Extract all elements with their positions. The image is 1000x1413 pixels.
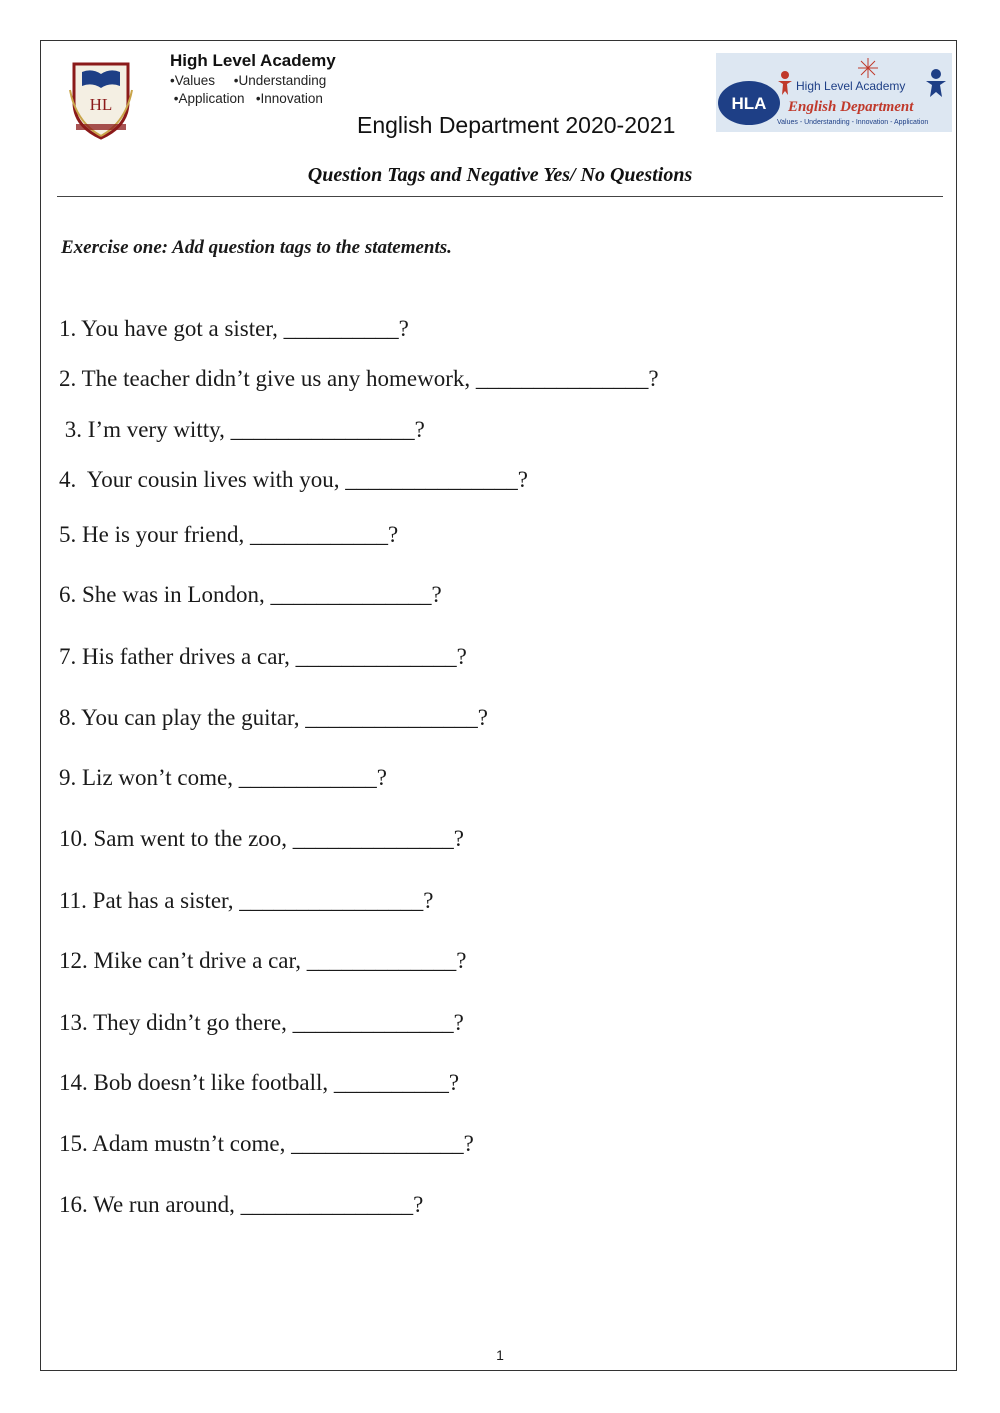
worksheet-subtitle: Question Tags and Negative Yes/ No Questions xyxy=(307,164,693,186)
question-item: 12. Mike can’t drive a car, _____________? xyxy=(59,948,467,973)
academy-info xyxy=(170,50,336,108)
value-item: •Values xyxy=(170,73,216,88)
values-row-2 xyxy=(170,90,336,108)
question-item: 3. I’m very witty, ________________? xyxy=(59,417,425,442)
question-item: 5. He is your friend, ____________? xyxy=(59,522,399,547)
value-item: •Innovation xyxy=(255,91,323,106)
exercise-heading: Exercise one: Add question tags to the statements. xyxy=(61,237,452,258)
banner-department: English Department xyxy=(788,99,914,115)
question-item: 16. We run around, _______________? xyxy=(59,1192,424,1217)
question-item: 2. The teacher didn’t give us any homework, _______________? xyxy=(59,366,659,391)
question-item: 8. You can play the guitar, _______________? xyxy=(59,705,489,730)
question-item: 6. She was in London, ______________? xyxy=(59,582,442,607)
banner-academy-name: High Level Academy xyxy=(796,79,906,93)
value-item: •Application xyxy=(173,91,245,106)
question-item: 9. Liz won’t come, ____________? xyxy=(59,765,387,790)
header-divider xyxy=(57,196,943,197)
value-item: •Understanding xyxy=(233,73,327,88)
banner-tagline: Values - Understanding - Innovation - Application xyxy=(777,119,929,126)
hla-department-banner xyxy=(716,53,952,132)
question-item: 7. His father drives a car, ______________? xyxy=(59,644,467,669)
question-item: 14. Bob doesn’t like football, __________? xyxy=(59,1070,460,1095)
starburst-icon xyxy=(858,58,878,78)
question-item: 15. Adam mustn’t come, _______________? xyxy=(59,1131,474,1156)
question-item: 1. You have got a sister, __________? xyxy=(59,316,409,341)
department-title: English Department 2020-2021 xyxy=(357,112,676,138)
question-item: 10. Sam went to the zoo, ______________? xyxy=(59,826,465,851)
academy-name: High Level Academy xyxy=(170,51,336,70)
banner-abbrev: HLA xyxy=(731,94,767,113)
crest-letters: HL xyxy=(89,95,113,114)
values-row-1 xyxy=(170,72,336,90)
academy-crest-logo xyxy=(62,52,140,144)
page-number: 1 xyxy=(496,1347,504,1363)
question-item: 11. Pat has a sister, ________________? xyxy=(59,888,434,913)
question-item: 13. They didn’t go there, ______________? xyxy=(59,1010,464,1035)
question-item: 4. Your cousin lives with you, _______________? xyxy=(59,467,528,492)
